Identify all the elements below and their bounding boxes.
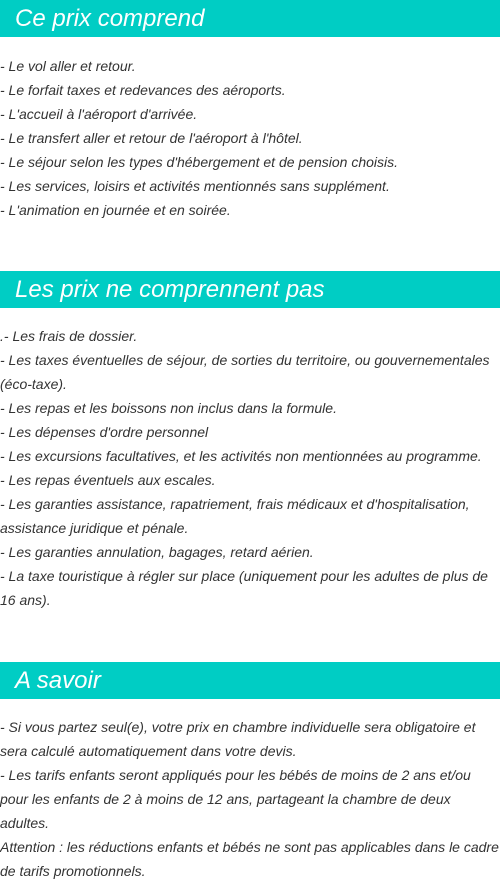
section-header-good-to-know [0, 662, 500, 699]
section-title: Ce prix comprend [15, 5, 205, 32]
list-item: - Si vous partez seul(e), votre prix en chambre individuelle sera obligatoire et sera calculé automatiquement dans votre devis. [0, 719, 476, 759]
list-item: - Le transfert aller et retour de l'aéroport à l'hôtel. [0, 130, 303, 146]
list-item: .- Les frais de dossier. [0, 328, 138, 344]
list-item: - Les dépenses d'ordre personnel [0, 424, 209, 440]
list-item: - Les excursions facultatives, et les activités non mentionnées au programme. [0, 448, 482, 464]
list-item: - Les garanties assistance, rapatriement, frais médicaux et d'hospitalisation, assistance juridique et pénale. [0, 496, 470, 536]
section-header-price-includes [0, 0, 500, 37]
list-item: - Les services, loisirs et activités mentionnés sans supplément. [0, 178, 390, 194]
list-item: - Les garanties annulation, bagages, retard aérien. [0, 544, 314, 560]
list-item: - L'animation en journée et en soirée. [0, 202, 231, 218]
list-item: - Les repas et les boissons non inclus dans la formule. [0, 400, 337, 416]
list-item: - L'accueil à l'aéroport d'arrivée. [0, 106, 198, 122]
list-item: - Le vol aller et retour. [0, 58, 136, 74]
section-body-good-to-know [0, 715, 500, 883]
list-item: - La taxe touristique à régler sur place (uniquement pour les adultes de plus de 16 ans). [0, 568, 488, 608]
section-title: Les prix ne comprennent pas [15, 276, 325, 303]
section-body-price-includes [0, 54, 500, 222]
list-item: - Le forfait taxes et redevances des aéroports. [0, 82, 286, 98]
section-header-price-excludes [0, 271, 500, 308]
list-item: Attention : les réductions enfants et bébés ne sont pas applicables dans le cadre de tarifs promotionnels. [0, 839, 499, 879]
list-item: - Les taxes éventuelles de séjour, de sorties du territoire, ou gouvernementales (éco-taxe). [0, 352, 490, 392]
list-item: - Les repas éventuels aux escales. [0, 472, 216, 488]
list-item: - Les tarifs enfants seront appliqués pour les bébés de moins de 2 ans et/ou pour les enfants de 2 à moins de 12 ans, partageant la chambre de deux adultes. [0, 767, 471, 831]
section-title: A savoir [15, 667, 101, 694]
section-body-price-excludes [0, 324, 500, 612]
list-item: - Le séjour selon les types d'hébergement et de pension choisis. [0, 154, 399, 170]
